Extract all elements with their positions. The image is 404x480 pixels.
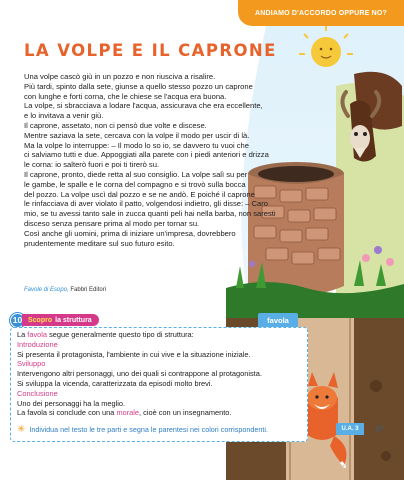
story-line: Più tardi, spinto dalla sete, giunse a quello stesso pozzo un caprone — [24, 81, 253, 91]
story-line: Ma la volpe lo interruppe: – Il modo lo so io, se davvero tu vuoi che — [24, 140, 249, 150]
section-tag-label — [22, 314, 99, 326]
instruction-text: Individua nel testo le tre parti e segna le parentesi nei colori corrispondenti. — [29, 425, 268, 434]
unit-tag: U.A. 3 — [336, 423, 364, 435]
story-line: e lo invitava a venir giù. — [24, 111, 104, 121]
story-line: le gambe, le spalle e le corna del compagno e si trovò sulla bocca — [24, 179, 246, 189]
tag-rest: la struttura — [55, 316, 92, 324]
exercise-instruction — [17, 424, 268, 435]
story-line: con lunghe e forti corna, che le chiese se l'acqua era buona. — [24, 91, 227, 101]
story-line: le rinfacciava di aver violato il patto, volgendosi indietro, gli disse: – Caro — [24, 199, 268, 209]
page-title: LA VOLPE E IL CAPRONE — [24, 41, 277, 60]
story-text — [24, 72, 274, 248]
intro-after: segue generalmente questo tipo di struttura: — [47, 330, 194, 339]
story-line: Il caprone, assetato, non ci pensò due volte e discese. — [24, 120, 207, 130]
story-line: prudentemente meditare sul suo futuro esito. — [24, 238, 175, 248]
story-line: Il caprone, pronto, diede retta al suo consiglio. La volpe salì su per — [24, 169, 248, 179]
structure-text — [17, 330, 305, 418]
story-line: ci salviamo tutti e due. Appoggiati alla parete con i piedi anteriori e drizza — [24, 150, 269, 160]
closing-before: La favola si conclude con una — [17, 408, 117, 418]
story-line: La volpe, si sbracciava a lodare l'acqua, assicurava che era eccellente, — [24, 101, 263, 111]
structure-closing — [17, 408, 305, 418]
section-body: Si sviluppa la vicenda, caratterizzata da episodi molto brevi. — [17, 378, 213, 388]
story-source — [24, 287, 106, 293]
tag-highlight: Scopro — [28, 316, 53, 324]
section-body: Intervengono altri personaggi, uno dei quali si contrappone al protagonista. — [17, 369, 262, 379]
section-heading: Conclusione — [17, 388, 58, 398]
page-number: 87 — [374, 424, 385, 434]
favola-tab: favola — [258, 313, 298, 328]
story-line: Una volpe cascò giù in un pozzo e non riusciva a risalire. — [24, 72, 216, 81]
star-icon: ✳ — [17, 424, 26, 435]
section-heading: Introduzione — [17, 339, 58, 349]
story-line: le corna: io salterò fuori e poi ti tirerò su. — [24, 160, 160, 170]
section-banner-text: ANDIAMO D'ACCORDO OPPURE NO? — [254, 9, 388, 17]
exercise-number: 10 — [10, 313, 25, 328]
story-line: Così anche gli uomini, prima di iniziare un'impresa, dovrebbero — [24, 228, 236, 238]
section-heading: Sviluppo — [17, 359, 46, 369]
section-body: Si presenta il protagonista, l'ambiente in cui vive e la situazione iniziale. — [17, 349, 251, 359]
section-tag — [10, 313, 99, 327]
structure-intro — [17, 330, 305, 340]
story-line: mio, se tu avessi tanto sale in zucca quanti peli hai nella barba, non saresti — [24, 209, 276, 219]
intro-before: La — [17, 330, 28, 339]
story-line: del pozzo. La volpe uscì dal pozzo e se ne andò. E poiché il caprone — [24, 189, 255, 199]
intro-keyword: favola — [27, 330, 48, 339]
section-banner — [238, 0, 404, 26]
story-line: Mentre saziava la sete, cercava con la volpe il modo per uscir di là. — [24, 130, 250, 140]
source-publisher: Fabbri Editori — [68, 287, 107, 293]
story-line: disceso senza pensare prima al modo per tornar su. — [24, 218, 200, 228]
section-body: Uno dei personaggi ha la meglio. — [17, 398, 126, 408]
closing-keyword: morale — [116, 408, 140, 418]
closing-after: , cioè con un insegnamento. — [139, 408, 232, 418]
source-title: Favole di Esopo, — [24, 287, 69, 293]
